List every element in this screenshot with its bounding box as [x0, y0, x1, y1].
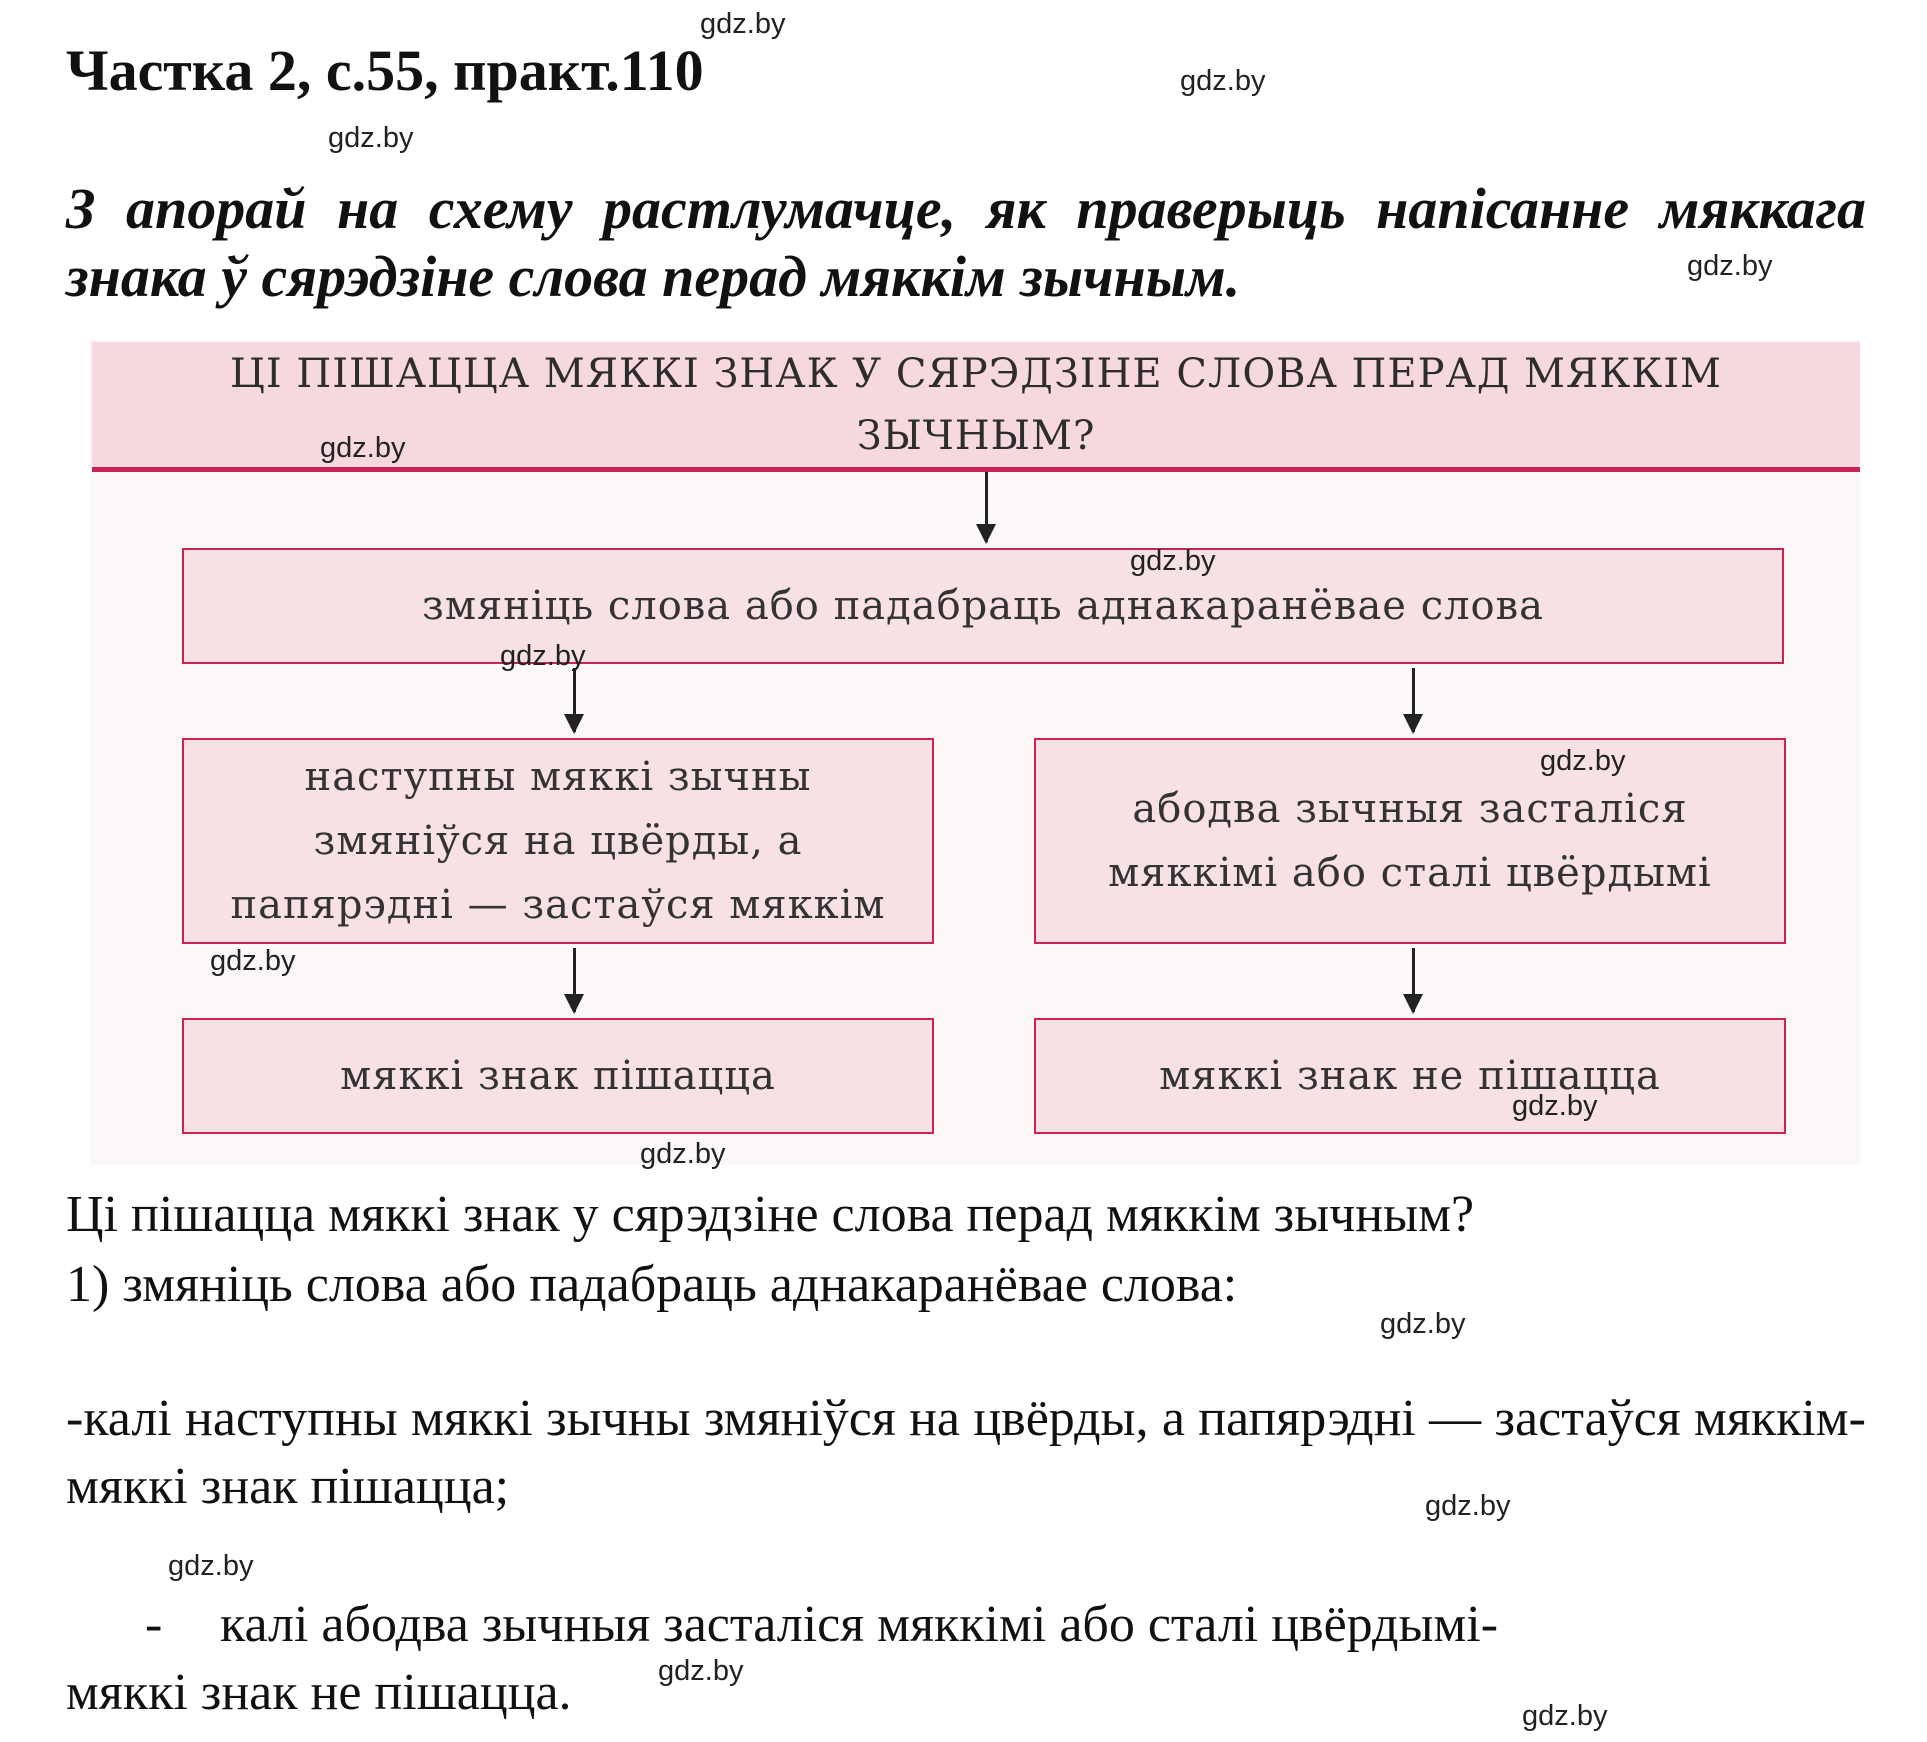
watermark: gdz.by [1380, 1308, 1466, 1340]
answer-question: Ці пішацца мяккі знак у сярэдзіне слова перад мяккім зычным? [66, 1186, 1475, 1243]
watermark: gdz.by [1512, 1090, 1598, 1122]
watermark: gdz.by [320, 432, 406, 464]
diagram-left-condition-box [182, 738, 934, 944]
arrow-down-icon [573, 668, 576, 732]
watermark: gdz.by [500, 640, 586, 672]
diagram-left-condition: наступны мяккі зычны змяніўся на цвёрды, а папярэдні — застаўся мяккім [230, 754, 886, 928]
answer-case2-line2: мяккі знак не пішацца. [66, 1664, 572, 1721]
watermark: gdz.by [1130, 545, 1216, 577]
diagram-step-box [182, 548, 1784, 664]
watermark: gdz.by [700, 8, 786, 40]
watermark: gdz.by [1180, 65, 1266, 97]
page-title: Частка 2, с.55, практ.110 [66, 38, 704, 103]
diagram-left-result: мяккі знак пішацца [340, 1053, 776, 1099]
diagram-right-condition: абодва зычныя засталіся мяккімі або сталі цвёрдымі [1108, 786, 1712, 896]
task-instruction: З апорай на схему растлумачце, як праверыць напісанне мяккага знака ў сярэдзіне слова перад мяккім зычным. [66, 176, 1866, 309]
diagram-question: ЦІ ПІШАЦЦА МЯККІ ЗНАК У СЯРЭДЗІНЕ СЛОВА ПЕРАД МЯККІМ ЗЫЧНЫМ? [230, 350, 1722, 459]
diagram-right-result-box [1034, 1018, 1786, 1134]
answer-step1: 1) змяніць слова або падабраць аднакаранёвае слова: [66, 1256, 1238, 1313]
arrow-down-icon [573, 948, 576, 1012]
watermark: gdz.by [168, 1550, 254, 1582]
watermark: gdz.by [210, 945, 296, 977]
watermark: gdz.by [1522, 1700, 1608, 1732]
watermark: gdz.by [658, 1655, 744, 1687]
arrow-down-icon [985, 472, 988, 542]
answer-case1: -калі наступны мяккі зычны змяніўся на цвёрды, а папярэдні — застаўся мяккім- мяккі знак пішацца; [66, 1390, 1866, 1515]
diagram-right-condition-box [1034, 738, 1786, 944]
diagram-step: змяніць слова або падабраць аднакаранёвае слова [422, 583, 1544, 629]
answer-case2-line1: калі абодва зычныя засталіся мяккімі або сталі цвёрдымі- [220, 1596, 1499, 1653]
arrow-down-icon [1412, 668, 1415, 732]
watermark: gdz.by [640, 1138, 726, 1170]
answer-case2-marker: - [145, 1596, 163, 1653]
watermark: gdz.by [1687, 250, 1773, 282]
arrow-down-icon [1412, 948, 1415, 1012]
watermark: gdz.by [328, 122, 414, 154]
diagram-left-result-box [182, 1018, 934, 1134]
diagram-right-result: мяккі знак не пішацца [1159, 1053, 1661, 1099]
watermark: gdz.by [1425, 1490, 1511, 1522]
watermark: gdz.by [1540, 745, 1626, 777]
